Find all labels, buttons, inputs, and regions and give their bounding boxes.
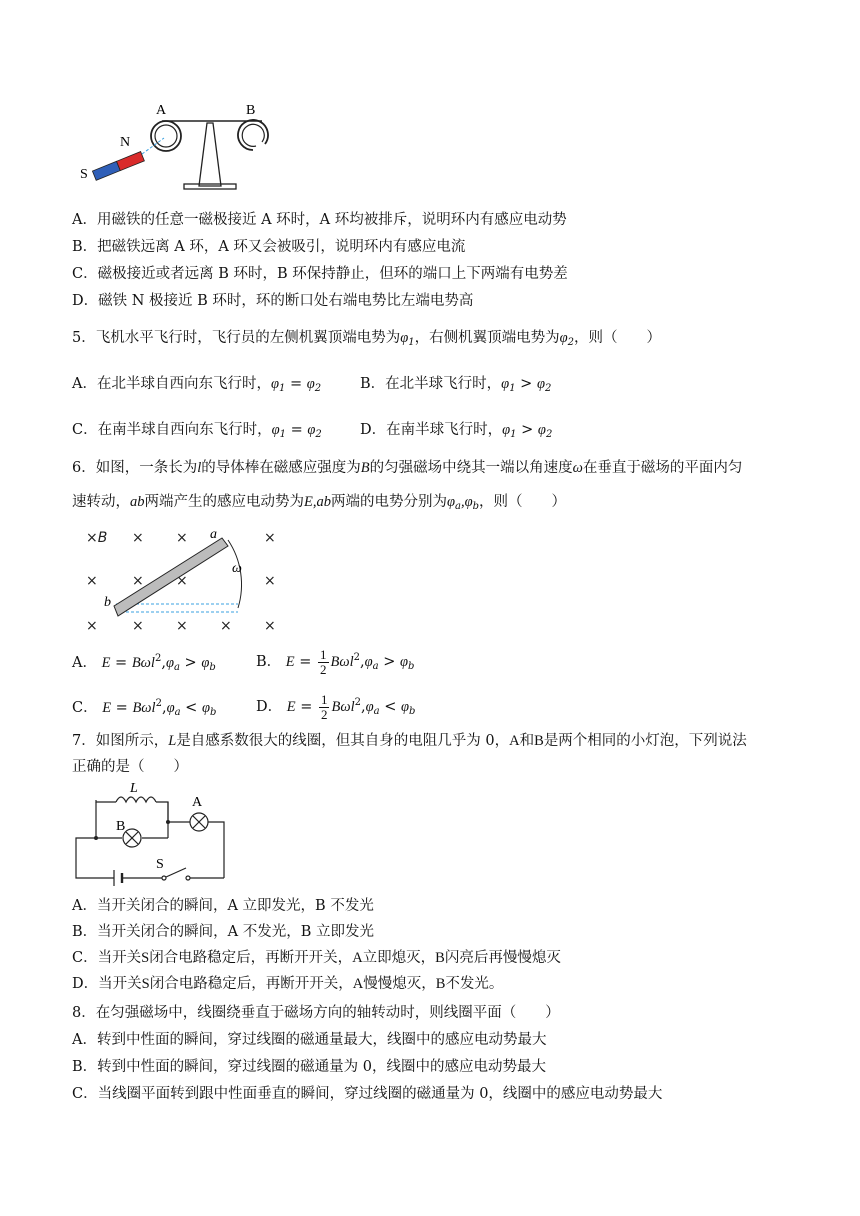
- q4-label-n: N: [120, 135, 131, 150]
- q6-option-a: A． $E = B\omega l^2,\varphi_a > \varphi_b$: [72, 653, 216, 673]
- q6-option-b: B． E = $\frac{1}{2}$ $B\omega l^2,\varphi_a > \varphi_b$: [256, 646, 415, 677]
- q8-option-a: A．转到中性面的瞬间，穿过线圈的磁通量最大，线圈中的感应电动势最大: [72, 1032, 547, 1048]
- q4-option-d: D．磁铁 N 极接近 B 环时，环的断口处右端电势比左端电势高: [72, 293, 474, 309]
- q6-option-c: C． $E = B\omega l^2,\varphi_a < \varphi_b$: [72, 698, 217, 718]
- field-cross: ×: [264, 530, 276, 546]
- q7-circuit: [72, 778, 232, 888]
- q7-stem-line1: 7．如图所示，L是自感系数很大的线圈，但其自身的电阻几乎为 0，A和B是两个相同的小灯泡，下列说法: [72, 733, 747, 749]
- field-cross: ×: [132, 573, 144, 589]
- q7-option-d: D．当开关S闭合电路稳定后，再断开开关，A慢慢熄灭，B不发光。: [72, 976, 504, 992]
- q7-label-a: A: [192, 795, 203, 810]
- q8-stem: 8．在匀强磁场中，线圈绕垂直于磁场方向的轴转动时，则线圈平面（ ）: [72, 1005, 560, 1021]
- q7-option-a: A．当开关闭合的瞬间，A 立即发光，B 不发光: [72, 898, 374, 914]
- field-cross: ×: [264, 573, 276, 589]
- q6-label-b: b: [104, 595, 111, 610]
- q4-option-c: C．磁极接近或者远离 B 环时，B 环保持静止，但环的端口上下两端有电势差: [72, 266, 568, 282]
- field-cross: ×: [176, 573, 188, 589]
- q4-figure: [76, 100, 276, 192]
- q5-option-d: D．在南半球飞行时，$\varphi_1 > \varphi_2$: [360, 422, 553, 440]
- q4-label-a: A: [156, 103, 167, 118]
- q5-option-b: B．在北半球飞行时，$\varphi_1 > \varphi_2$: [360, 376, 552, 394]
- q7-stem-line2: 正确的是（ ）: [72, 759, 188, 775]
- field-cross: ×: [86, 618, 98, 634]
- field-cross: ×: [132, 618, 144, 634]
- q7-option-c: C．当开关S闭合电路稳定后，再断开开关，A立即熄灭，B闪亮后再慢慢熄灭: [72, 950, 561, 966]
- q5-option-a: A．在北半球自西向东飞行时，$\varphi_1 = \varphi_2$: [72, 376, 322, 394]
- q4-label-b: B: [246, 103, 256, 118]
- q5-option-c: C．在南半球自西向东飞行时，$\varphi_1 = \varphi_2$: [72, 422, 322, 440]
- q6-label-a: a: [210, 527, 217, 542]
- q7-label-b: B: [116, 819, 126, 834]
- q4-option-a: A．用磁铁的任意一磁极接近 A 环时，A 环均被排斥，说明环内有感应电动势: [72, 212, 567, 228]
- field-cross: ×: [176, 530, 188, 546]
- q6-stem-line1: 6．如图，一条长为l的导体棒在磁感应强度为B的匀强磁场中绕其一端以角速度ω在垂直于磁场的平面内匀: [72, 460, 743, 476]
- field-cross: ×: [86, 573, 98, 589]
- q7-label-l: L: [130, 781, 138, 796]
- q6-label-omega: ω: [232, 561, 242, 576]
- field-cross: ×: [132, 530, 144, 546]
- field-cross: ×: [220, 618, 232, 634]
- q4-label-s: S: [80, 167, 88, 182]
- q8-option-c: C．当线圈平面转到跟中性面垂直的瞬间，穿过线圈的磁通量为 0，线圈中的感应电动势最大: [72, 1086, 663, 1102]
- q5-stem: 5．飞机水平飞行时，飞行员的左侧机翼顶端电势为$\varphi_1$，右侧机翼顶端电势为$\varphi_2$，则（ ）: [72, 330, 662, 348]
- q6-field-label: ×B: [86, 530, 108, 546]
- q4-option-b: B．把磁铁远离 A 环，A 环又会被吸引，说明环内有感应电流: [72, 239, 466, 255]
- q7-label-s: S: [156, 857, 164, 872]
- q6-option-d: D． E = $\frac{1}{2}$ $B\omega l^2,\varphi_a < \varphi_b$: [256, 691, 416, 722]
- field-cross: ×: [264, 618, 276, 634]
- field-cross: ×: [176, 618, 188, 634]
- q7-option-b: B．当开关闭合的瞬间，A 不发光，B 立即发光: [72, 924, 374, 940]
- q6-stem-line2: 速转动，ab两端产生的感应电动势为E,ab两端的电势分别为$\varphi_a,\varphi_b$，则（ ）: [72, 494, 567, 512]
- q8-option-b: B．转到中性面的瞬间，穿过线圈的磁通量为 0，线圈中的感应电动势最大: [72, 1059, 546, 1075]
- q6-figure: [82, 524, 292, 638]
